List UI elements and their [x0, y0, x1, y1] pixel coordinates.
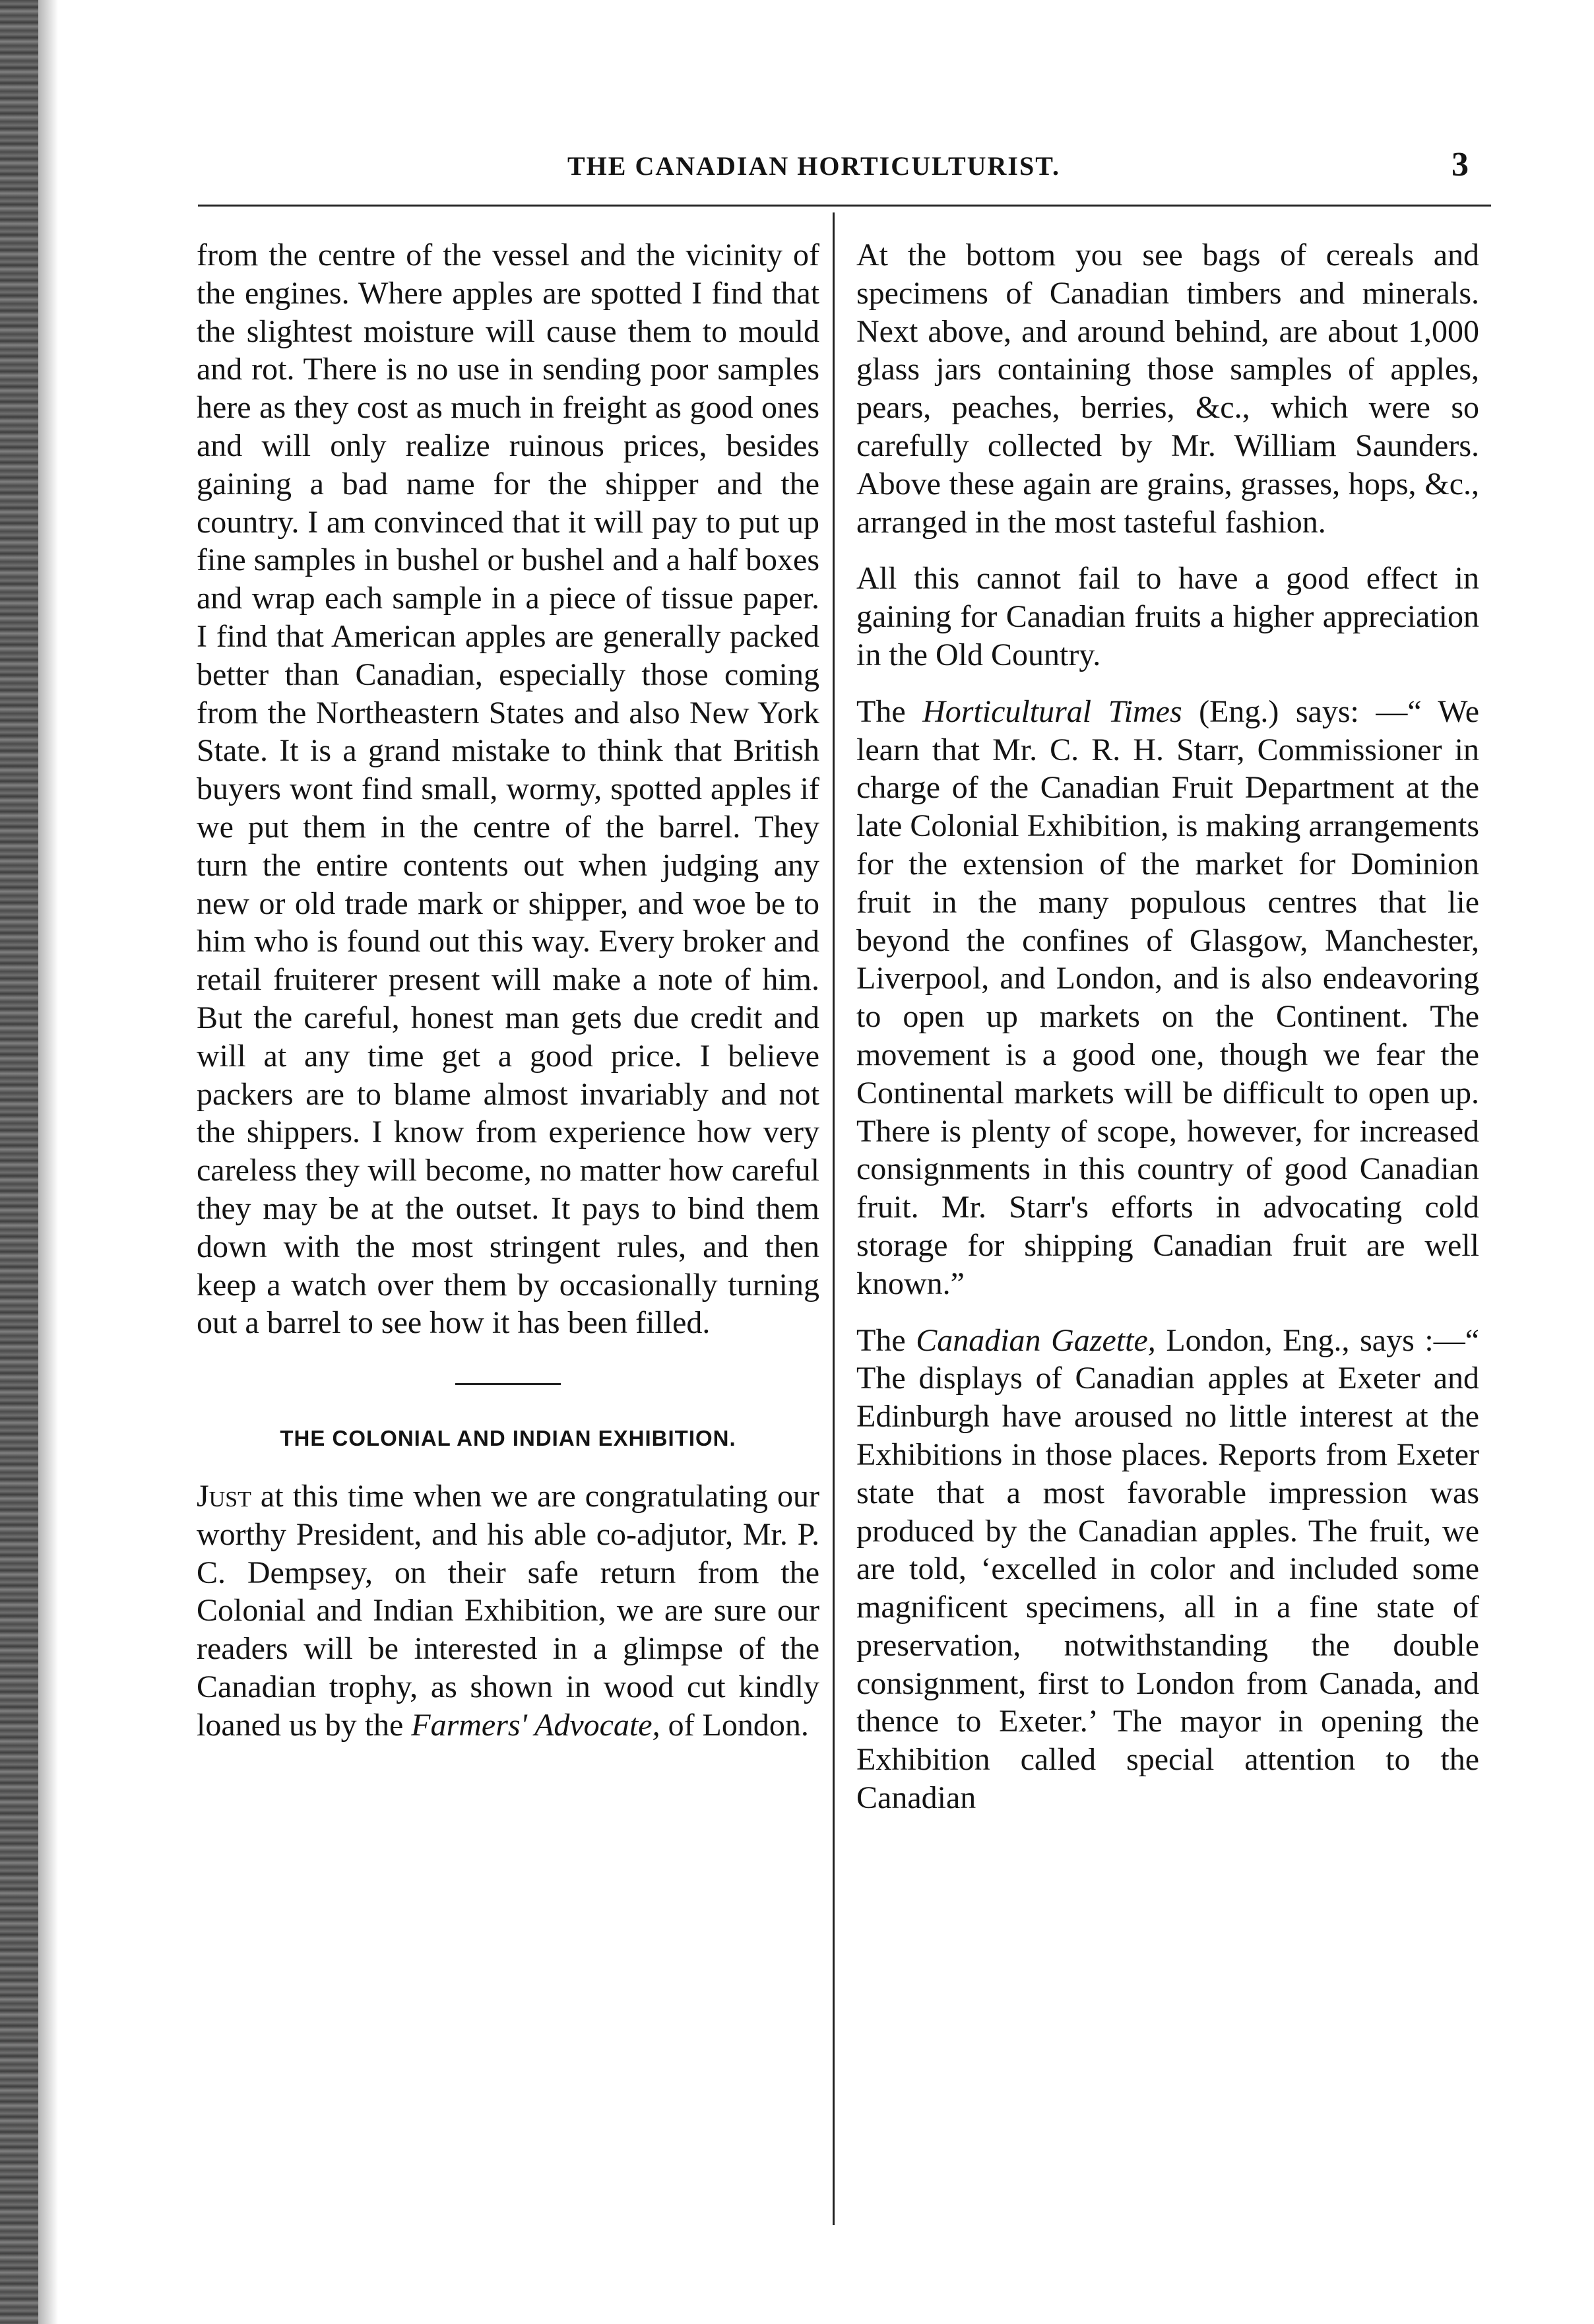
section-paragraph: [197, 1477, 819, 1745]
header-rule: [198, 205, 1491, 207]
paragraph-lead: The: [856, 1322, 916, 1358]
scan-edge-shadow: [38, 0, 58, 2324]
paragraph-lead: The: [856, 694, 923, 729]
column-divider: [833, 212, 835, 2225]
paragraph-text: (Eng.) says: —“ We learn that Mr. C. R. H. Starr, Commissioner in charge of the Canadian Fruit Department at the late Colonial Exhibition, is making arrangements for the extension of the market for Dominion fruit in the many populous centres that lie beyond the confines of Glasgow, Manchester, Liverpool, and London, and is also endeavoring to open up markets on the Continent. The movement is a good one, though we fear the Continental markets will be difficult to open up. There is plenty of scope, however, for increased consignments in this country of good Canadian fruit. Mr. Starr's efforts in advocating cold storage for shipping Canadian fruit are well known.”: [856, 694, 1480, 1301]
left-column: [197, 236, 819, 1744]
paragraph-canadian-gazette: [856, 1322, 1479, 1817]
scan-binding-edge: [0, 0, 38, 2324]
paragraph-text: London, Eng., says :—“ The displays of Canadian apples at Exeter and Edinburgh have aroused no little interest at the Exhibitions in those places. Reports from Exeter state that a most favorable impression was produced by the Canadian apples. The fruit, we are told, ‘excelled in color and included some magnificent specimens, all in a fine state of preservation, notwithstanding the double consignment, first to London from Canada, and thence to Exeter.’ The mayor in opening the Exhibition called special attention to the Canadian: [856, 1322, 1480, 1816]
continued-paragraph: from the centre of the vessel and the vicinity of the engines. Where apples are spotted I find that the slightest moisture will cause them to mould and rot. There is no use in sending poor samples here as they cost as much in freight as good ones and will only realize ruinous prices, besides gaining a bad name for the shipper and the country. I am convinced that it will pay to put up fine samples in bushel or bushel and a half boxes and wrap each sample in a piece of tissue paper. I find that American apples are generally packed better than Canadian, especially those coming from the Northeastern States and also New York State. It is a grand mistake to think that British buyers wont find small, wormy, spotted apples if we put them in the centre of the barrel. They turn the entire contents out when judging any new or old trade mark or shipper, and woe be to him who is found out this way. Every broker and retail fruiterer present will make a note of him. But the careful, honest man gets due credit and will at any time get a good price. I believe packers are to blame almost invariably and not the shippers. I know from experience how very careless they will become, no matter how careful they may be at the outset. It pays to bind them down with the most stringent rules, and then keep a watch over them by occasionally turning out a barrel to see how it has been filled.: [197, 238, 819, 1341]
journal-title: Canadian Gazette,: [916, 1322, 1156, 1358]
running-head: [198, 146, 1517, 190]
paragraph-exhibit-description: At the bottom you see bags of cereals and specimens of Canadian timbers and minerals. Next above, and around behind, are about 1,000 glass jars containing those samples of apples, pears, peaches, berries, &c., which were so carefully collected by Mr. William Saunders. Above these again are grains, grasses, hops, &c., arranged in the most tasteful fashion.: [856, 238, 1479, 540]
source-title: Farmers' Advocate,: [411, 1707, 660, 1743]
section-separator: [455, 1383, 561, 1385]
page-number: 3: [1451, 146, 1469, 183]
running-title: THE CANADIAN HORTICULTURIST.: [567, 151, 1060, 181]
section-paragraph-tail: of London.: [660, 1707, 809, 1743]
section-paragraph-text: at this time when we are congratulating our worthy President, and his able co-adjutor, Mr. P. C. Dempsey, on their safe return from the Colonial and Indian Exhibition, we are sure our readers will be interested in a glimpse of the Canadian trophy, as shown in wood cut kindly loaned us by the: [197, 1478, 819, 1743]
journal-title: Horticultural Times: [922, 694, 1182, 729]
paragraph-appreciation: All this cannot fail to have a good effect in gaining for Canadian fruits a higher appreciation in the Old Country.: [856, 561, 1479, 672]
right-column: [856, 236, 1479, 1817]
section-heading: THE COLONIAL AND INDIAN EXHIBITION.: [280, 1426, 736, 1451]
lead-word: Just: [197, 1478, 251, 1514]
paragraph-horticultural-times: [856, 693, 1479, 1303]
